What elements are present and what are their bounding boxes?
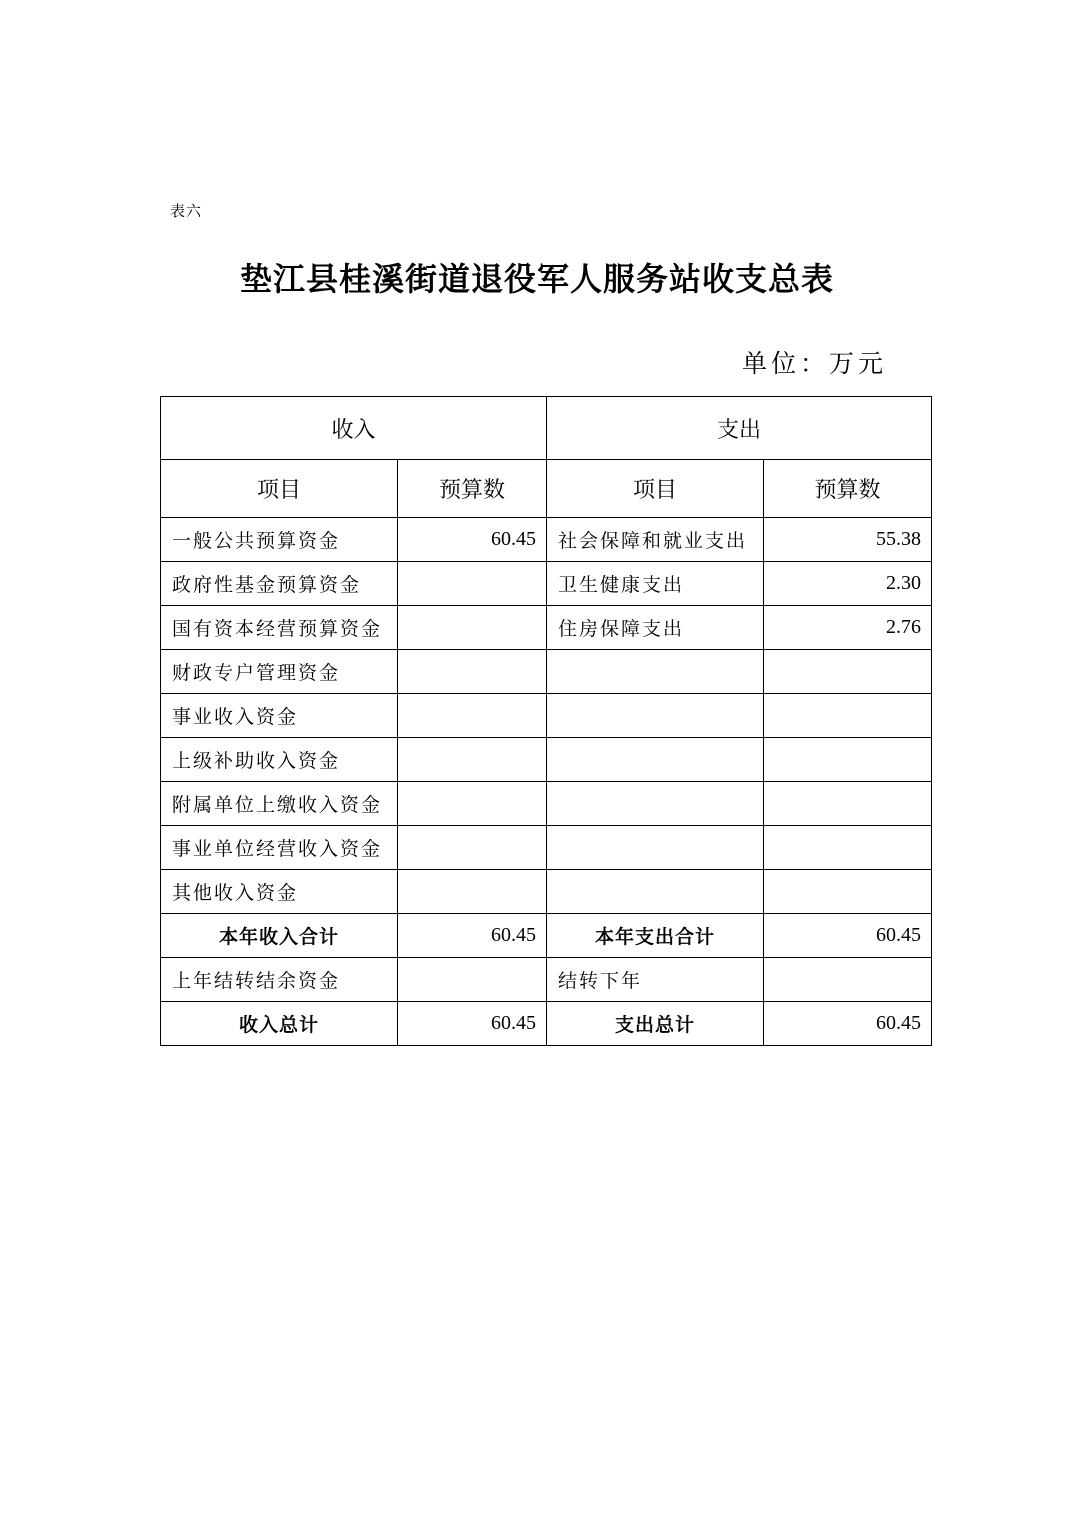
table-row (161, 826, 932, 870)
grand-total-row (161, 1002, 932, 1046)
income-carryover-item: 上年结转结余资金 (161, 958, 398, 1002)
income-value-cell (398, 826, 547, 870)
table-row (161, 870, 932, 914)
table-row (161, 694, 932, 738)
carryover-row (161, 958, 932, 1002)
income-grand-total-label: 收入总计 (161, 1002, 398, 1046)
table-row (161, 782, 932, 826)
income-value-cell: 60.45 (398, 518, 547, 562)
expense-year-total-value: 60.45 (764, 914, 932, 958)
table-row (161, 606, 932, 650)
income-value-cell (398, 870, 547, 914)
income-item-cell: 政府性基金预算资金 (161, 562, 398, 606)
expense-item-cell (547, 738, 764, 782)
table-row (161, 518, 932, 562)
expense-value-cell (764, 782, 932, 826)
income-value-cell (398, 782, 547, 826)
expense-grand-total-value: 60.45 (764, 1002, 932, 1046)
expense-item-cell (547, 782, 764, 826)
income-item-cell: 事业收入资金 (161, 694, 398, 738)
income-section-header: 收入 (161, 397, 547, 460)
expense-item-cell: 卫生健康支出 (547, 562, 764, 606)
unit-label: 单位：万元 (742, 349, 888, 378)
income-item-column-header: 项目 (161, 460, 398, 518)
expense-section-header: 支出 (547, 397, 932, 460)
table-row (161, 562, 932, 606)
expense-value-cell (764, 694, 932, 738)
expense-carryover-item: 结转下年 (547, 958, 764, 1002)
income-item-cell: 附属单位上缴收入资金 (161, 782, 398, 826)
income-item-cell: 其他收入资金 (161, 870, 398, 914)
expense-value-cell (764, 650, 932, 694)
table-label: 表六 (170, 202, 203, 220)
income-item-cell: 一般公共预算资金 (161, 518, 398, 562)
expense-value-cell: 2.76 (764, 606, 932, 650)
expense-item-cell: 社会保障和就业支出 (547, 518, 764, 562)
income-value-cell (398, 650, 547, 694)
expense-year-total-label: 本年支出合计 (547, 914, 764, 958)
expense-value-cell (764, 870, 932, 914)
expense-value-cell (764, 738, 932, 782)
income-value-cell (398, 694, 547, 738)
year-total-row (161, 914, 932, 958)
income-item-cell: 财政专户管理资金 (161, 650, 398, 694)
income-year-total-label: 本年收入合计 (161, 914, 398, 958)
section-header-row (161, 397, 932, 460)
expense-value-cell: 55.38 (764, 518, 932, 562)
income-item-cell: 事业单位经营收入资金 (161, 826, 398, 870)
income-budget-column-header: 预算数 (398, 460, 547, 518)
expense-budget-column-header: 预算数 (764, 460, 932, 518)
expense-value-cell: 2.30 (764, 562, 932, 606)
income-item-cell: 国有资本经营预算资金 (161, 606, 398, 650)
expense-grand-total-label: 支出总计 (547, 1002, 764, 1046)
expense-item-cell (547, 694, 764, 738)
table-row (161, 650, 932, 694)
expense-item-cell (547, 826, 764, 870)
expense-item-cell: 住房保障支出 (547, 606, 764, 650)
income-carryover-value (398, 958, 547, 1002)
table-row (161, 738, 932, 782)
expense-item-cell (547, 650, 764, 694)
expense-item-cell (547, 870, 764, 914)
income-value-cell (398, 738, 547, 782)
page-title: 垫江县桂溪街道退役军人服务站收支总表 (239, 260, 834, 298)
expense-value-cell (764, 826, 932, 870)
income-value-cell (398, 606, 547, 650)
income-year-total-value: 60.45 (398, 914, 547, 958)
income-expense-summary-table (160, 396, 932, 1046)
income-value-cell (398, 562, 547, 606)
expense-carryover-value (764, 958, 932, 1002)
income-grand-total-value: 60.45 (398, 1002, 547, 1046)
column-header-row (161, 460, 932, 518)
income-item-cell: 上级补助收入资金 (161, 738, 398, 782)
expense-item-column-header: 项目 (547, 460, 764, 518)
